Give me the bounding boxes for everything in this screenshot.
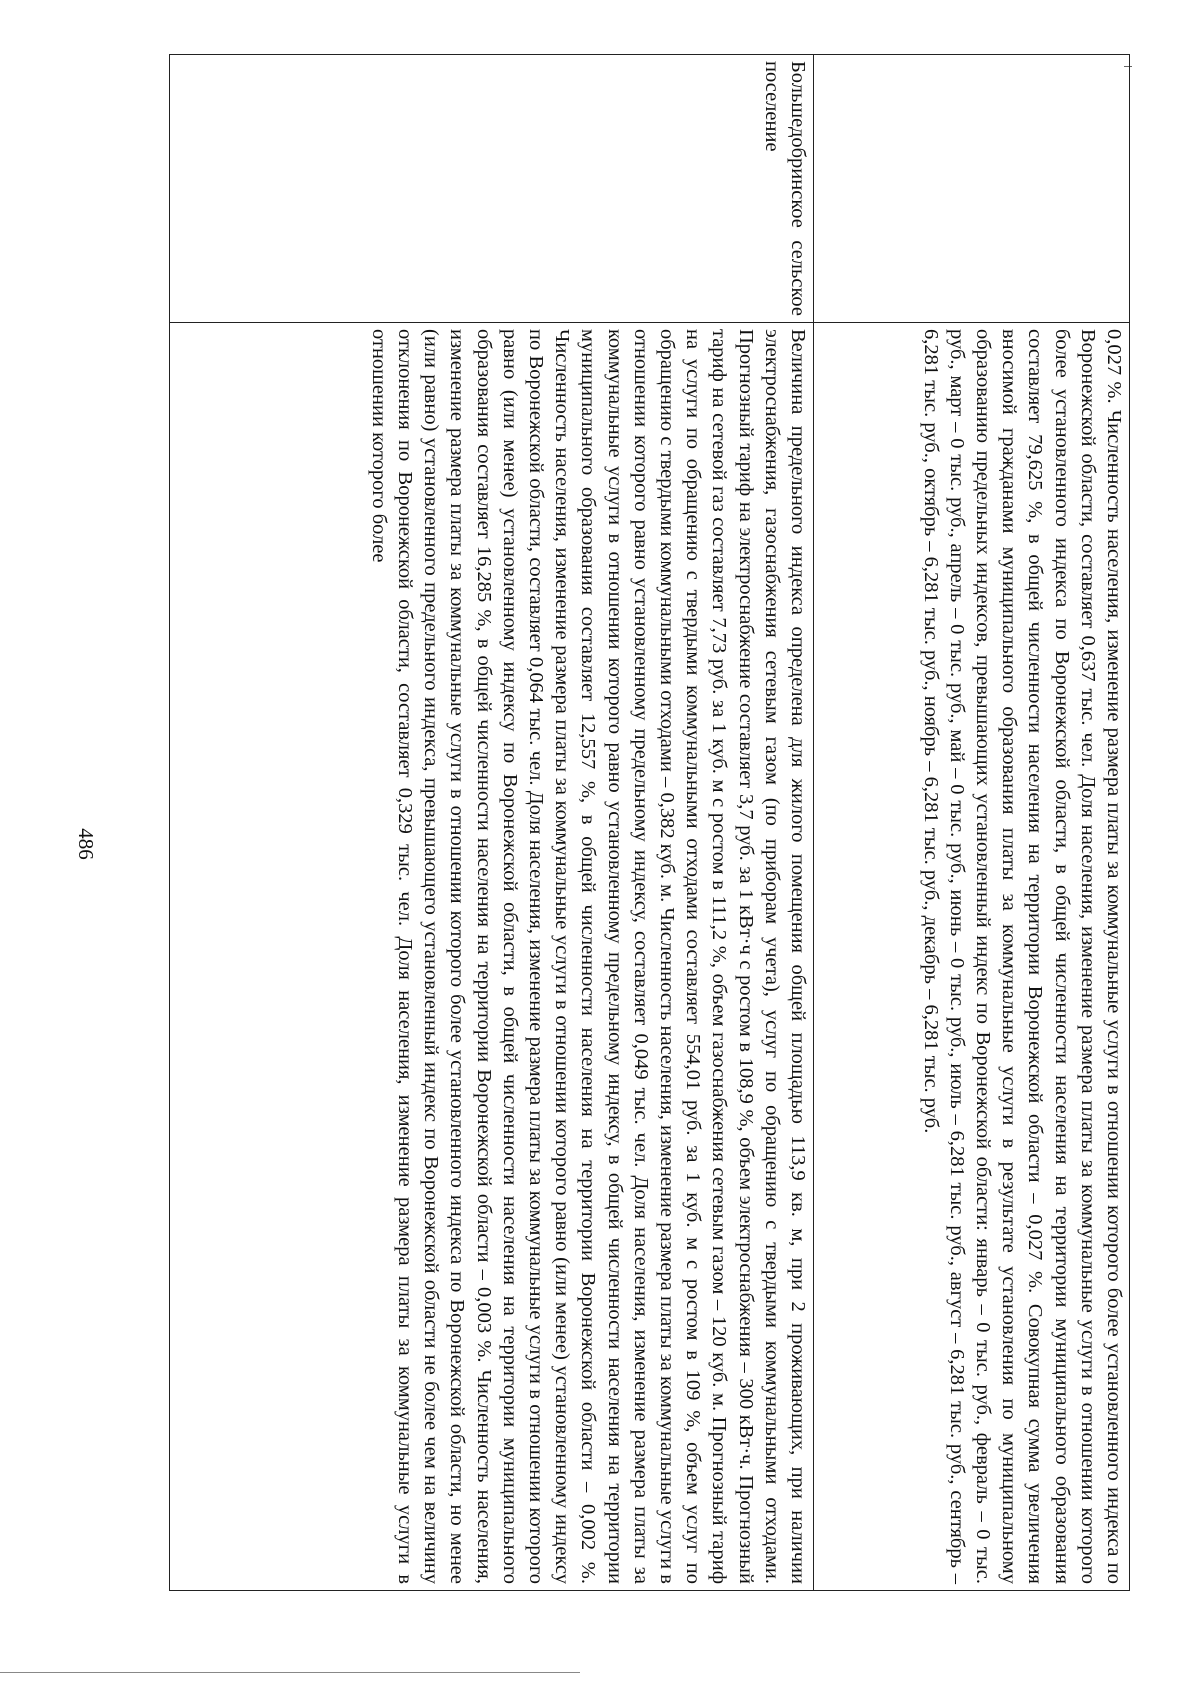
index-table	[169, 54, 1130, 1591]
municipality-name-cell: Большедобринское сельское поселение	[170, 55, 814, 323]
page-number: 486	[74, 828, 98, 860]
table-row	[170, 55, 814, 1591]
municipality-name-cell	[814, 55, 1130, 323]
index-description-cell: 0,027 %. Численность населения, изменение размера платы за коммунальные услуги в отношении которого более установленного индекса по Воронежской области, составляет 0,637 тыс. чел. Доля населения, изменение размера платы за коммунальные услуги в отношении которого более установленного индекса по Воронежской области, в общей численности населения на территории муниципального образования составляет 79,625 %, в общей численности населения на территории Воронежской области – 0,027 %. Совокупная сумма увеличения вносимой гражданами муниципального образования платы за коммунальные услуги в результате установления по муниципальному образованию предельных индексов, превышающих установленный индекс по Воронежской области: январь – 0 тыс. руб., февраль – 0 тыс. руб., март – 0 тыс. руб., апрель – 0 тыс. руб., май – 0 тыс. руб., июнь – 0 тыс. руб., июль – 6,281 тыс. руб., август – 6,281 тыс. руб., сентябрь – 6,281 тыс. руб., октябрь – 6,281 тыс. руб., ноябрь – 6,281 тыс. руб., декабрь – 6,281 тыс. руб.	[814, 323, 1130, 1591]
table-row	[814, 55, 1130, 1591]
rotated-page-content	[170, 54, 1130, 1590]
index-description-cell: Величина предельного индекса определена для жилого помещения общей площадью 113,9 кв. м, при 2 проживающих, при наличии электроснабжения, газоснабжения сетевым газом (по приборам учета), услуг по обращению с твердыми коммунальными отходами. Прогнозный тариф на электроснабжение составляет 3,7 руб. за 1 кВт·ч с ростом в 108,9 %, объем электроснабжения – 300 кВт·ч. Прогнозный тариф на сетевой газ составляет 7,73 руб. за 1 куб. м с ростом в 111,2 %, объем газоснабжения сетевым газом – 120 куб. м. Прогнозный тариф на услуги по обращению с твердыми коммунальными отходами составляет 554,01 руб. за 1 куб. м с ростом в 109 %, объем услуг по обращению с твердыми коммунальными отходами – 0,382 куб. м. Численность населения, изменение размера платы за коммунальные услуги в отношении которого равно установленному предельному индексу, составляет 0,049 тыс. чел. Доля населения, изменение размера платы за коммунальные услуги в отношении которого равно установленному предельному индексу, в общей численности населения на территории муниципального образования составляет 12,557 %, в общей численности населения на территории Воронежской области – 0,002 %. Численность населения, изменение размера платы за коммунальные услуги в отношении которого равно (или менее) установленному индексу по Воронежской области, составляет 0,064 тыс. чел. Доля населения, изменение размера платы за коммунальные услуги в отношении которого равно (или менее) установленному индексу по Воронежской области, в общей численности населения на территории муниципального образования составляет 16,285 %, в общей численности населения на территории Воронежской области – 0,003 %. Численность населения, изменение размера платы за коммунальные услуги в отношении которого более установленного индекса по Воронежской области, но менее (или равно) установленного предельного индекса, превышающего установленный индекс по Воронежской области не более чем на величину отклонения по Воронежской области, составляет 0,329 тыс. чел. Доля населения, изменение размера платы за коммунальные услуги в отношении которого более	[170, 323, 814, 1591]
scan-edge-line	[0, 1672, 580, 1673]
